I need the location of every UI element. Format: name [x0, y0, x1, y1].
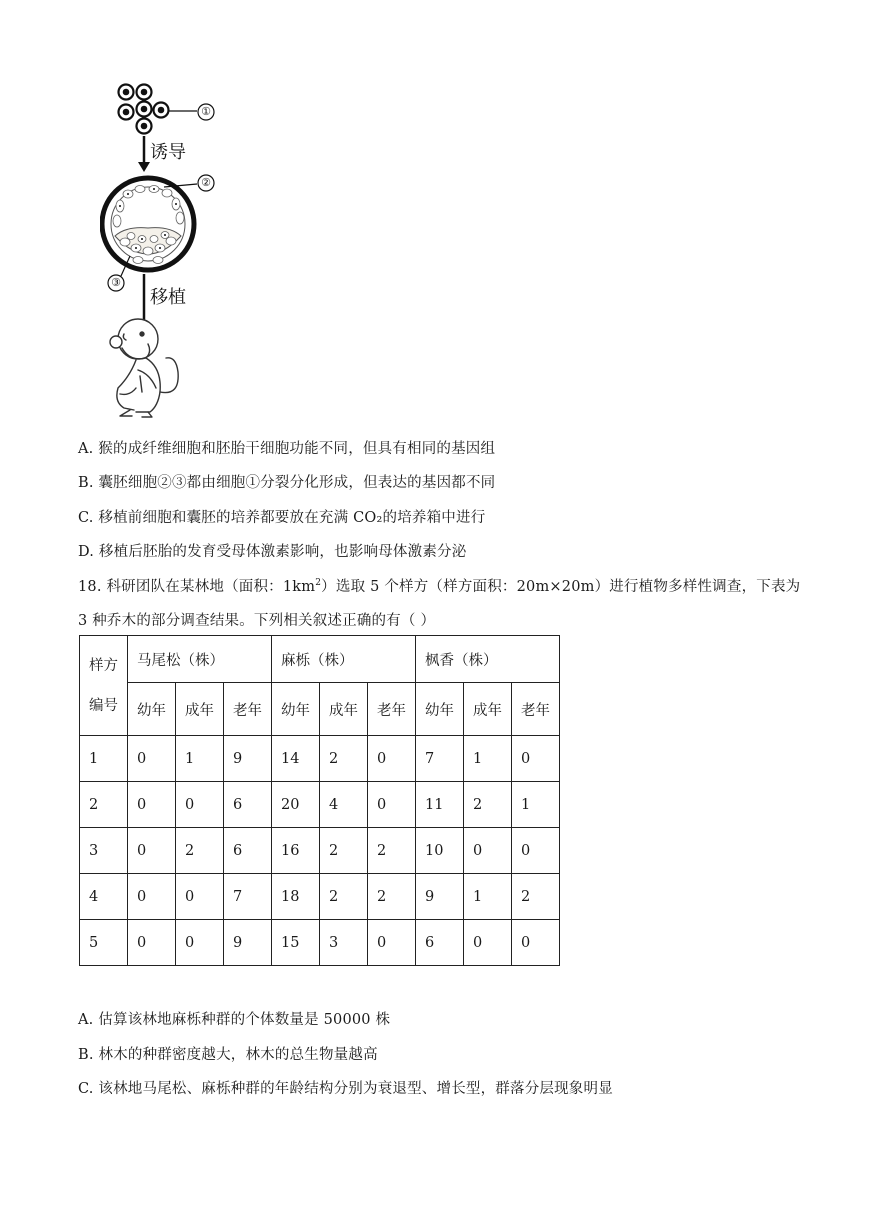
table-cell: 0: [176, 874, 224, 920]
q18-stem-line2: 3 种乔木的部分调查结果。下列相关叙述正确的有（ ）: [78, 613, 436, 629]
table-row: [80, 920, 560, 966]
header-sample-line1: 样方: [89, 657, 118, 674]
table-cell: 0: [512, 736, 560, 782]
table-cell: 2: [80, 782, 128, 828]
table-cell: 11: [416, 782, 464, 828]
embryo-figure: [100, 76, 240, 424]
q18-option-b: B. 林木的种群密度越大，林木的总生物量越高: [78, 1047, 378, 1063]
marker-3-label: ③: [111, 276, 121, 289]
blastocyst: [102, 178, 194, 270]
q18-option-c: C. 该林地马尾松、麻栎种群的年龄结构分别为衰退型、增长型，群落分层现象明显: [78, 1081, 613, 1097]
header-sample-number: [80, 636, 128, 736]
table-cell: 2: [320, 874, 368, 920]
table-cell: 4: [320, 782, 368, 828]
table-cell: 7: [416, 736, 464, 782]
table-cell: 4: [80, 874, 128, 920]
table-cell: 0: [464, 828, 512, 874]
header-stage-juvenile: 幼年: [128, 683, 176, 736]
table-cell: 20: [272, 782, 320, 828]
header-sample-line2: 编号: [89, 697, 118, 714]
table-cell: 0: [176, 782, 224, 828]
header-sweetgum: 枫香（株）: [416, 636, 560, 683]
q18-stem-part1: 18. 科研团队在某林地（面积：1km: [78, 579, 316, 595]
table-cell: 3: [80, 828, 128, 874]
table-cell: 5: [80, 920, 128, 966]
table-cell: 10: [416, 828, 464, 874]
table-cell: 0: [128, 920, 176, 966]
table-cell: 0: [512, 920, 560, 966]
header-stage-adult: 成年: [176, 683, 224, 736]
down-arrow-icon: [138, 162, 150, 172]
marker-2-label: ②: [201, 176, 211, 189]
table-cell: 2: [464, 782, 512, 828]
table-cell: 2: [368, 828, 416, 874]
table-cell: 2: [320, 828, 368, 874]
table-cell: 0: [368, 736, 416, 782]
table-cell: 0: [368, 920, 416, 966]
table-cell: 6: [224, 782, 272, 828]
header-stage-old: 老年: [368, 683, 416, 736]
table-row: [80, 828, 560, 874]
table-cell: 0: [176, 920, 224, 966]
table-cell: 16: [272, 828, 320, 874]
q17-option-a: A. 猴的成纤维细胞和胚胎干细胞功能不同，但具有相同的基因组: [78, 441, 496, 457]
table-row: [80, 874, 560, 920]
table-cell: 0: [128, 782, 176, 828]
header-masson-pine: 马尾松（株）: [128, 636, 272, 683]
table-cell: 14: [272, 736, 320, 782]
q18-stem-part2: ）选取 5 个样方（样方面积：20m×20m）进行植物多样性调查，下表为: [321, 579, 801, 595]
induce-label: 诱导: [150, 142, 186, 163]
table-cell: 0: [464, 920, 512, 966]
q17-option-c: C. 移植前细胞和囊胚的培养都要放在充满 CO₂的培养箱中进行: [78, 510, 486, 526]
table-cell: 2: [368, 874, 416, 920]
table-cell: 1: [80, 736, 128, 782]
header-stage-juvenile: 幼年: [416, 683, 464, 736]
table-cell: 1: [512, 782, 560, 828]
table-cell: 6: [224, 828, 272, 874]
table-cell: 9: [224, 736, 272, 782]
survey-table: [79, 635, 560, 966]
header-stage-old: 老年: [512, 683, 560, 736]
table-cell: 1: [176, 736, 224, 782]
table-cell: 9: [224, 920, 272, 966]
table-cell: 0: [512, 828, 560, 874]
table-cell: 6: [416, 920, 464, 966]
table-cell: 2: [320, 736, 368, 782]
table-cell: 2: [512, 874, 560, 920]
table-cell: 2: [176, 828, 224, 874]
table-cell: 1: [464, 736, 512, 782]
header-stage-old: 老年: [224, 683, 272, 736]
cell-cluster: [119, 85, 169, 134]
table-cell: 18: [272, 874, 320, 920]
table-cell: 0: [368, 782, 416, 828]
q17-option-d: D. 移植后胚胎的发育受母体激素影响，也影响母体激素分泌: [78, 544, 467, 560]
header-stage-adult: 成年: [320, 683, 368, 736]
table-cell: 0: [128, 736, 176, 782]
km-superscript: 2: [315, 578, 322, 589]
q18-option-a: A. 估算该林地麻栎种群的个体数量是 50000 株: [78, 1012, 391, 1028]
marker-1-label: ①: [201, 105, 211, 118]
table-cell: 0: [128, 874, 176, 920]
header-sawtooth-oak: 麻栎（株）: [272, 636, 416, 683]
table-cell: 15: [272, 920, 320, 966]
table-cell: 9: [416, 874, 464, 920]
header-stage-juvenile: 幼年: [272, 683, 320, 736]
embryo-transplant-diagram: [100, 76, 240, 424]
table-cell: 0: [128, 828, 176, 874]
monkey-illustration: [110, 319, 178, 417]
table-row: [80, 782, 560, 828]
table-cell: 3: [320, 920, 368, 966]
q18-stem-line1: [78, 575, 800, 596]
header-stage-adult: 成年: [464, 683, 512, 736]
table-cell: 7: [224, 874, 272, 920]
q17-option-b: B. 囊胚细胞②③都由细胞①分裂分化形成，但表达的基因都不同: [78, 475, 496, 491]
table-cell: 1: [464, 874, 512, 920]
table-row: [80, 736, 560, 782]
transplant-label: 移植: [150, 287, 186, 308]
